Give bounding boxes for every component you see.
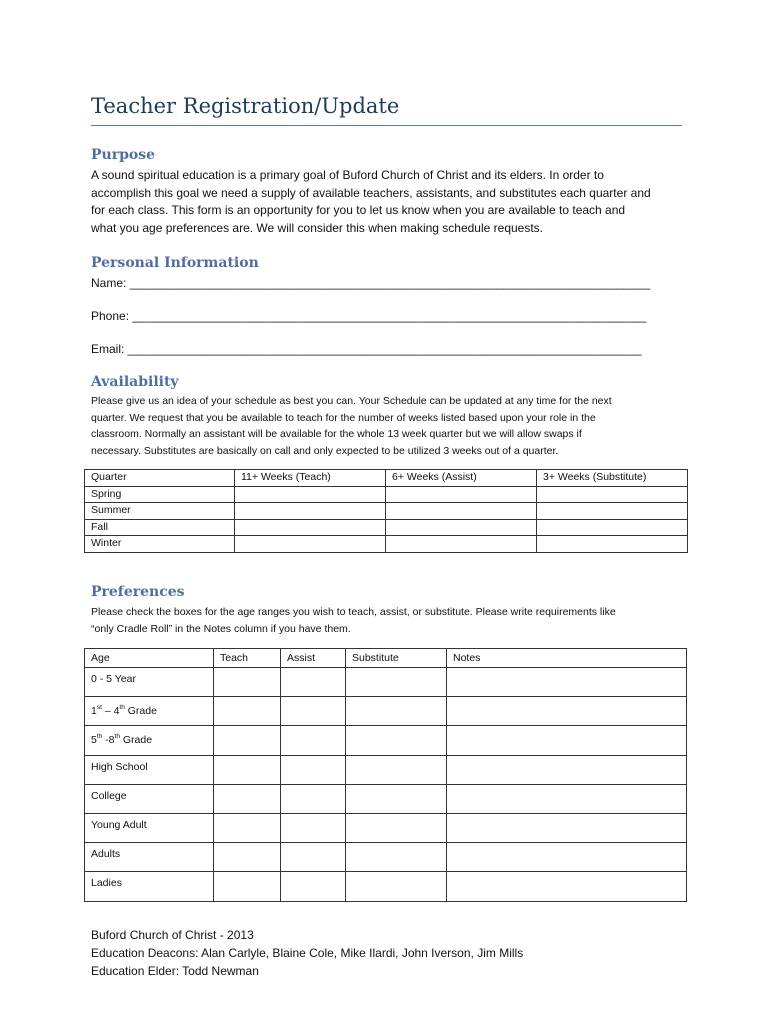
checkbox-cell[interactable] <box>346 755 447 784</box>
checkbox-cell[interactable] <box>214 813 281 842</box>
checkbox-cell[interactable] <box>281 843 346 872</box>
table-row <box>85 726 687 755</box>
table-header-row <box>85 649 687 668</box>
purpose-line: what you age preferences are. We will consider this when making schedule requests. <box>91 220 544 235</box>
col-header-age: Age <box>85 649 214 668</box>
checkbox-cell[interactable] <box>214 668 281 697</box>
checkbox-cell[interactable] <box>214 726 281 755</box>
checkbox-cell[interactable] <box>281 784 346 813</box>
age-label: High School <box>85 755 214 784</box>
purpose-line: for each class. This form is an opportunity for you to let us know when you are available to teach and <box>91 203 626 217</box>
input-cell[interactable] <box>235 536 386 553</box>
checkbox-cell[interactable] <box>214 755 281 784</box>
table-row <box>85 503 688 520</box>
checkbox-cell[interactable] <box>281 726 346 755</box>
checkbox-cell[interactable] <box>214 697 281 726</box>
col-header-assist: 6+ Weeks (Assist) <box>386 470 537 487</box>
availability-line: quarter. We request that you be available to teach for the number of weeks listed based upon your role in the <box>91 411 596 424</box>
purpose-line: accomplish this goal we need a supply of available teachers, assistants, and substitutes each quarter and <box>91 185 651 200</box>
checkbox-cell[interactable] <box>346 726 447 755</box>
grade-number: -8 <box>102 734 115 747</box>
input-cell[interactable] <box>235 519 386 536</box>
quarter-label: Fall <box>85 519 235 536</box>
checkbox-cell[interactable] <box>346 872 447 901</box>
input-cell[interactable] <box>235 503 386 520</box>
input-cell[interactable] <box>386 503 537 520</box>
col-header-assist: Assist <box>281 649 346 668</box>
title-rule <box>91 125 682 126</box>
availability-text <box>91 393 691 459</box>
input-cell[interactable] <box>537 536 688 553</box>
footer-org: Buford Church of Christ - 2013 <box>91 928 254 942</box>
input-cell[interactable] <box>537 486 688 503</box>
ordinal-suffix: th <box>114 733 120 741</box>
col-header-substitute: Substitute <box>346 649 447 668</box>
age-label: 0 - 5 Year <box>85 668 214 697</box>
input-cell[interactable] <box>235 486 386 503</box>
col-header-teach: 11+ Weeks (Teach) <box>235 470 386 487</box>
age-label: Ladies <box>85 872 214 901</box>
table-row <box>85 536 688 553</box>
table-row <box>85 668 687 697</box>
input-cell[interactable] <box>386 536 537 553</box>
availability-table <box>84 469 688 553</box>
ordinal-suffix: th <box>96 733 103 741</box>
ordinal-suffix: th <box>119 704 125 712</box>
table-row <box>85 697 687 726</box>
notes-cell[interactable] <box>447 697 687 726</box>
checkbox-cell[interactable] <box>214 872 281 901</box>
col-header-teach: Teach <box>214 649 281 668</box>
grade-number: – 4 <box>101 705 120 718</box>
name-field[interactable]: Name: ______________________________________________________________________________ <box>91 276 651 290</box>
grade-word: Grade <box>124 705 157 718</box>
preferences-table <box>84 648 687 902</box>
table-row <box>85 784 687 813</box>
quarter-label: Winter <box>85 536 235 553</box>
footer-deacons: Education Deacons: Alan Carlyle, Blaine Cole, Mike Ilardi, John Iverson, Jim Mills <box>91 946 524 960</box>
purpose-heading: Purpose <box>91 147 155 163</box>
preferences-text <box>91 604 691 637</box>
col-header-substitute: 3+ Weeks (Substitute) <box>537 470 688 487</box>
input-cell[interactable] <box>386 519 537 536</box>
email-field[interactable]: Email: _____________________________________________________________________________ <box>91 342 642 356</box>
checkbox-cell[interactable] <box>281 668 346 697</box>
table-row <box>85 843 687 872</box>
input-cell[interactable] <box>537 519 688 536</box>
input-cell[interactable] <box>537 503 688 520</box>
table-row <box>85 813 687 842</box>
notes-cell[interactable] <box>447 755 687 784</box>
checkbox-cell[interactable] <box>281 697 346 726</box>
age-label <box>85 726 214 755</box>
notes-cell[interactable] <box>447 843 687 872</box>
footer <box>91 926 523 980</box>
age-label <box>85 697 214 726</box>
table-row <box>85 872 687 901</box>
page-title: Teacher Registration/Update <box>91 94 400 118</box>
checkbox-cell[interactable] <box>214 843 281 872</box>
checkbox-cell[interactable] <box>346 697 447 726</box>
notes-cell[interactable] <box>447 726 687 755</box>
checkbox-cell[interactable] <box>346 843 447 872</box>
checkbox-cell[interactable] <box>281 872 346 901</box>
preferences-line: “only Cradle Roll” in the Notes column if you have them. <box>91 622 351 635</box>
input-cell[interactable] <box>386 486 537 503</box>
checkbox-cell[interactable] <box>214 784 281 813</box>
ordinal-suffix: st <box>96 704 102 712</box>
notes-cell[interactable] <box>447 872 687 901</box>
checkbox-cell[interactable] <box>346 784 447 813</box>
table-header-row <box>85 470 688 487</box>
phone-field[interactable]: Phone: _____________________________________________________________________________ <box>91 309 647 323</box>
age-label: Adults <box>85 843 214 872</box>
notes-cell[interactable] <box>447 813 687 842</box>
checkbox-cell[interactable] <box>281 813 346 842</box>
table-row <box>85 519 688 536</box>
notes-cell[interactable] <box>447 784 687 813</box>
col-header-quarter: Quarter <box>85 470 235 487</box>
quarter-label: Spring <box>85 486 235 503</box>
notes-cell[interactable] <box>447 668 687 697</box>
preferences-heading: Preferences <box>91 584 185 600</box>
age-label: College <box>85 784 214 813</box>
footer-elder: Education Elder: Todd Newman <box>91 964 259 978</box>
availability-line: necessary. Substitutes are basically on call and only expected to be utilized 3 weeks out of a quarter. <box>91 444 559 457</box>
purpose-text <box>91 167 691 237</box>
quarter-label: Summer <box>85 503 235 520</box>
grade-number: 1 <box>91 705 97 718</box>
col-header-notes: Notes <box>447 649 687 668</box>
checkbox-cell[interactable] <box>346 668 447 697</box>
availability-line: classroom. Normally an assistant will be available for the whole 13 week quarter but we will allow swaps if <box>91 428 582 440</box>
table-row <box>85 486 688 503</box>
grade-number: 5 <box>91 734 97 747</box>
preferences-line: Please check the boxes for the age ranges you wish to teach, assist, or substitute. Please write requirements like <box>91 606 616 618</box>
purpose-line: A sound spiritual education is a primary goal of Buford Church of Christ and its elders. In order to <box>91 168 604 182</box>
availability-line: Please give us an idea of your schedule as best you can. Your Schedule can be updated at any time for the next <box>91 395 612 407</box>
grade-word: Grade <box>119 734 153 747</box>
checkbox-cell[interactable] <box>346 813 447 842</box>
personal-info-heading: Personal Information <box>91 255 259 271</box>
table-row <box>85 755 687 784</box>
age-label: Young Adult <box>85 813 214 842</box>
availability-heading: Availability <box>91 374 179 390</box>
checkbox-cell[interactable] <box>281 755 346 784</box>
